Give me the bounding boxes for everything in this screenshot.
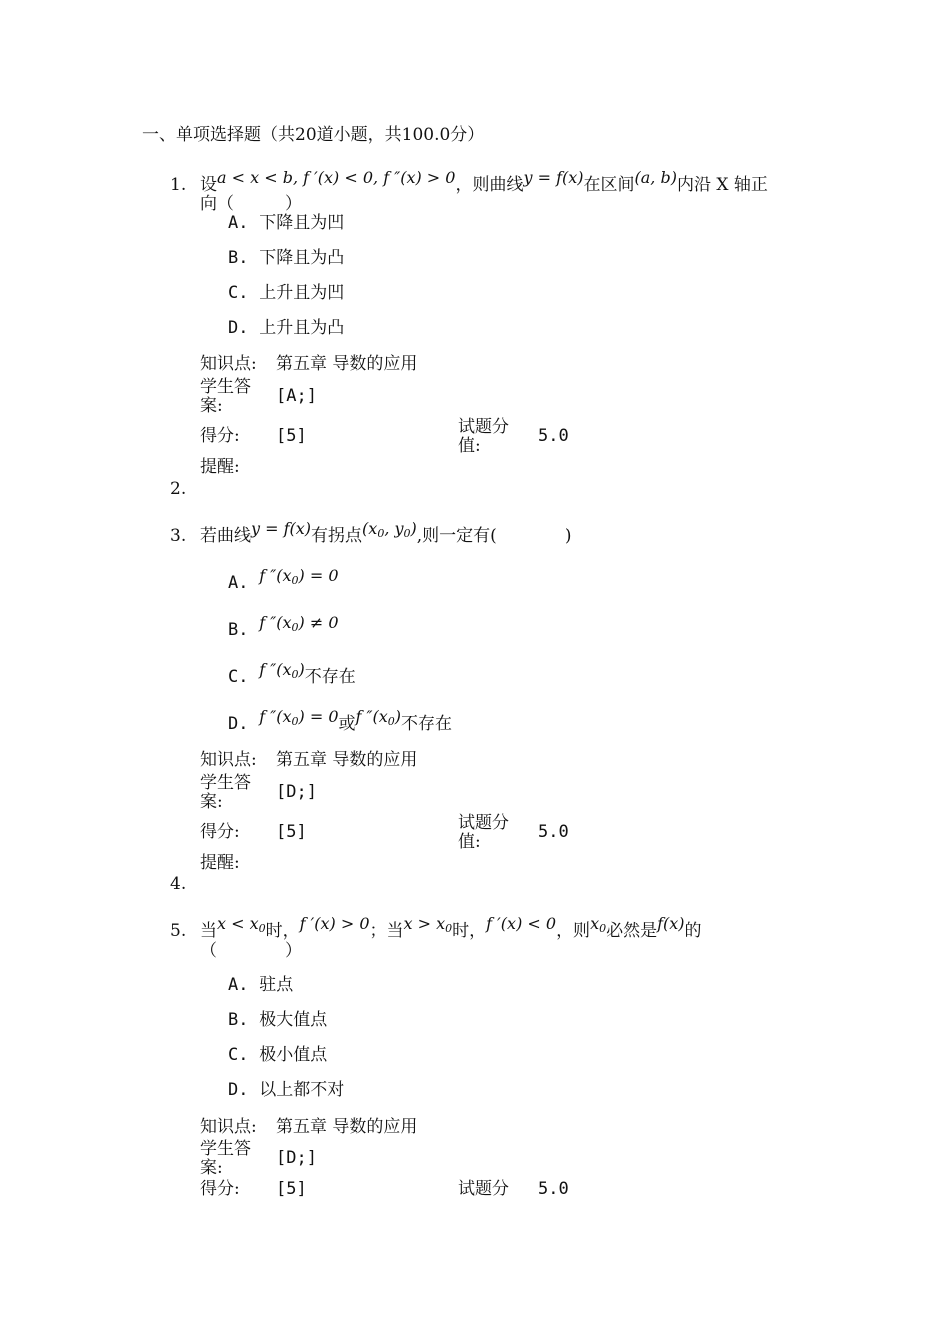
option-b[interactable]	[228, 1012, 327, 1029]
option-c[interactable]	[228, 285, 344, 302]
option-text: 上升且为凸	[259, 318, 345, 338]
question-stem-line-2: 向（ ）	[200, 194, 302, 214]
stem-text: 若曲线	[200, 526, 251, 546]
option-math: f $''(x_0) \ne 0$	[259, 613, 339, 634]
stem-text: ,则一定有( )	[416, 526, 572, 546]
knowledge-value: 第五章 导数的应用	[276, 354, 418, 374]
score-value: [5]	[276, 1179, 307, 1199]
option-letter: A.	[228, 975, 249, 995]
option-text: 以上都不对	[259, 1080, 345, 1100]
question-stem-line-1	[200, 914, 702, 941]
knowledge-label: 知识点:	[200, 1117, 257, 1137]
option-b[interactable]	[228, 613, 339, 640]
option-text: 不存在	[401, 714, 453, 734]
stem-text: ，则曲线	[455, 175, 524, 195]
option-letter: D.	[228, 714, 249, 734]
student-answer-label-2: 案:	[200, 1158, 223, 1178]
value-value: 5.0	[538, 426, 569, 446]
question-number: 1.	[170, 175, 187, 195]
option-text: 不存在	[304, 667, 356, 687]
option-text: 下降且为凸	[259, 248, 345, 268]
stem-text: ，则	[556, 921, 591, 941]
student-answer-label-1: 学生答	[200, 1139, 251, 1159]
question-4-number: 4.	[170, 874, 187, 894]
student-answer-value: [D;]	[276, 782, 317, 802]
option-letter: B.	[228, 1010, 249, 1030]
remind-label: 提醒:	[200, 457, 240, 477]
option-text: 下降且为凹	[259, 213, 345, 233]
stem-text: 在区间	[583, 175, 635, 195]
math-function: f(x)	[657, 914, 685, 933]
student-answer-value: [A;]	[276, 386, 317, 406]
question-number: 3.	[170, 526, 187, 546]
option-c[interactable]	[228, 660, 356, 687]
question-stem-line-2: （ ）	[200, 941, 302, 961]
question-stem-line-1	[200, 168, 768, 195]
math-derivative: f ′(x) < 0	[486, 914, 557, 933]
question-2-number: 2.	[170, 479, 187, 499]
student-answer-label-1: 学生答	[200, 773, 251, 793]
knowledge-value: 第五章 导数的应用	[276, 750, 418, 770]
option-c[interactable]	[228, 1047, 327, 1064]
option-d[interactable]	[228, 320, 344, 337]
option-math: f $''(x_0) = 0$	[259, 566, 339, 587]
stem-text: 内沿 X 轴正	[676, 175, 768, 195]
value-label-1: 试题分	[458, 813, 509, 833]
student-answer-value: [D;]	[276, 1148, 317, 1168]
section-header: 一、单项选择题（共20道小题，共100.0分）	[142, 125, 485, 145]
stem-text: 当	[200, 921, 217, 941]
score-label: 得分:	[200, 426, 240, 446]
option-text: 驻点	[259, 975, 294, 995]
remind-label: 提醒:	[200, 853, 240, 873]
question-number: 5.	[170, 921, 187, 941]
option-a[interactable]	[228, 977, 293, 994]
student-answer-label-1: 学生答	[200, 377, 251, 397]
option-letter: B.	[228, 248, 249, 268]
math-condition: a < x < b, f ′(x) < 0, f ″(x) > 0	[217, 168, 456, 187]
option-math: f $''(x_0)$	[355, 707, 402, 728]
option-letter: D.	[228, 1080, 249, 1100]
option-letter: A.	[228, 213, 249, 233]
option-math: f $''(x_0)$	[259, 660, 305, 681]
knowledge-value: 第五章 导数的应用	[276, 1117, 418, 1137]
score-label: 得分:	[200, 1179, 240, 1199]
stem-text: 时，	[452, 921, 487, 941]
option-letter: A.	[228, 573, 249, 593]
score-value: [5]	[276, 426, 307, 446]
knowledge-label: 知识点:	[200, 354, 257, 374]
value-label-1: 试题分	[458, 1179, 509, 1199]
math-derivative: f ′(x) > 0	[299, 914, 370, 933]
value-value: 5.0	[538, 822, 569, 842]
value-label-1: 试题分	[458, 417, 509, 437]
student-answer-label-2: 案:	[200, 792, 223, 812]
value-label-2: 值:	[458, 832, 481, 852]
stem-text: ；当	[369, 921, 404, 941]
student-answer-label-2: 案:	[200, 396, 223, 416]
math-condition: $x < x_0$	[217, 914, 266, 935]
math-function: y = f(x)	[523, 168, 584, 187]
option-letter: C.	[228, 667, 249, 687]
stem-text: 必然是	[606, 921, 658, 941]
option-text: 极小值点	[259, 1045, 328, 1065]
option-letter: C.	[228, 1045, 249, 1065]
option-b[interactable]	[228, 250, 344, 267]
option-letter: D.	[228, 318, 249, 338]
math-point: ($x_0$, $y_0$)	[362, 519, 417, 540]
option-a[interactable]	[228, 566, 339, 593]
option-math: f $''(x_0) = 0$	[259, 707, 339, 728]
score-value: [5]	[276, 822, 307, 842]
stem-text: 设	[200, 175, 217, 195]
stem-text: 有拐点	[311, 526, 363, 546]
option-text: 极大值点	[259, 1010, 328, 1030]
math-interval: (a, b)	[634, 168, 677, 187]
option-a[interactable]	[228, 215, 344, 232]
math-point: $x_0$	[590, 914, 607, 935]
value-value: 5.0	[538, 1179, 569, 1199]
stem-text: 时，	[265, 921, 300, 941]
option-d[interactable]	[228, 1082, 344, 1099]
math-function: y = f(x)	[251, 519, 312, 538]
math-condition: $x > x_0$	[403, 914, 453, 935]
score-label: 得分:	[200, 822, 240, 842]
option-letter: C.	[228, 283, 249, 303]
option-text: 或	[338, 714, 356, 734]
value-label-2: 值:	[458, 436, 481, 456]
stem-text: 的	[684, 921, 702, 941]
knowledge-label: 知识点:	[200, 750, 257, 770]
option-text: 上升且为凹	[259, 283, 345, 303]
question-stem	[200, 519, 572, 546]
option-d[interactable]	[228, 707, 453, 734]
option-letter: B.	[228, 620, 249, 640]
